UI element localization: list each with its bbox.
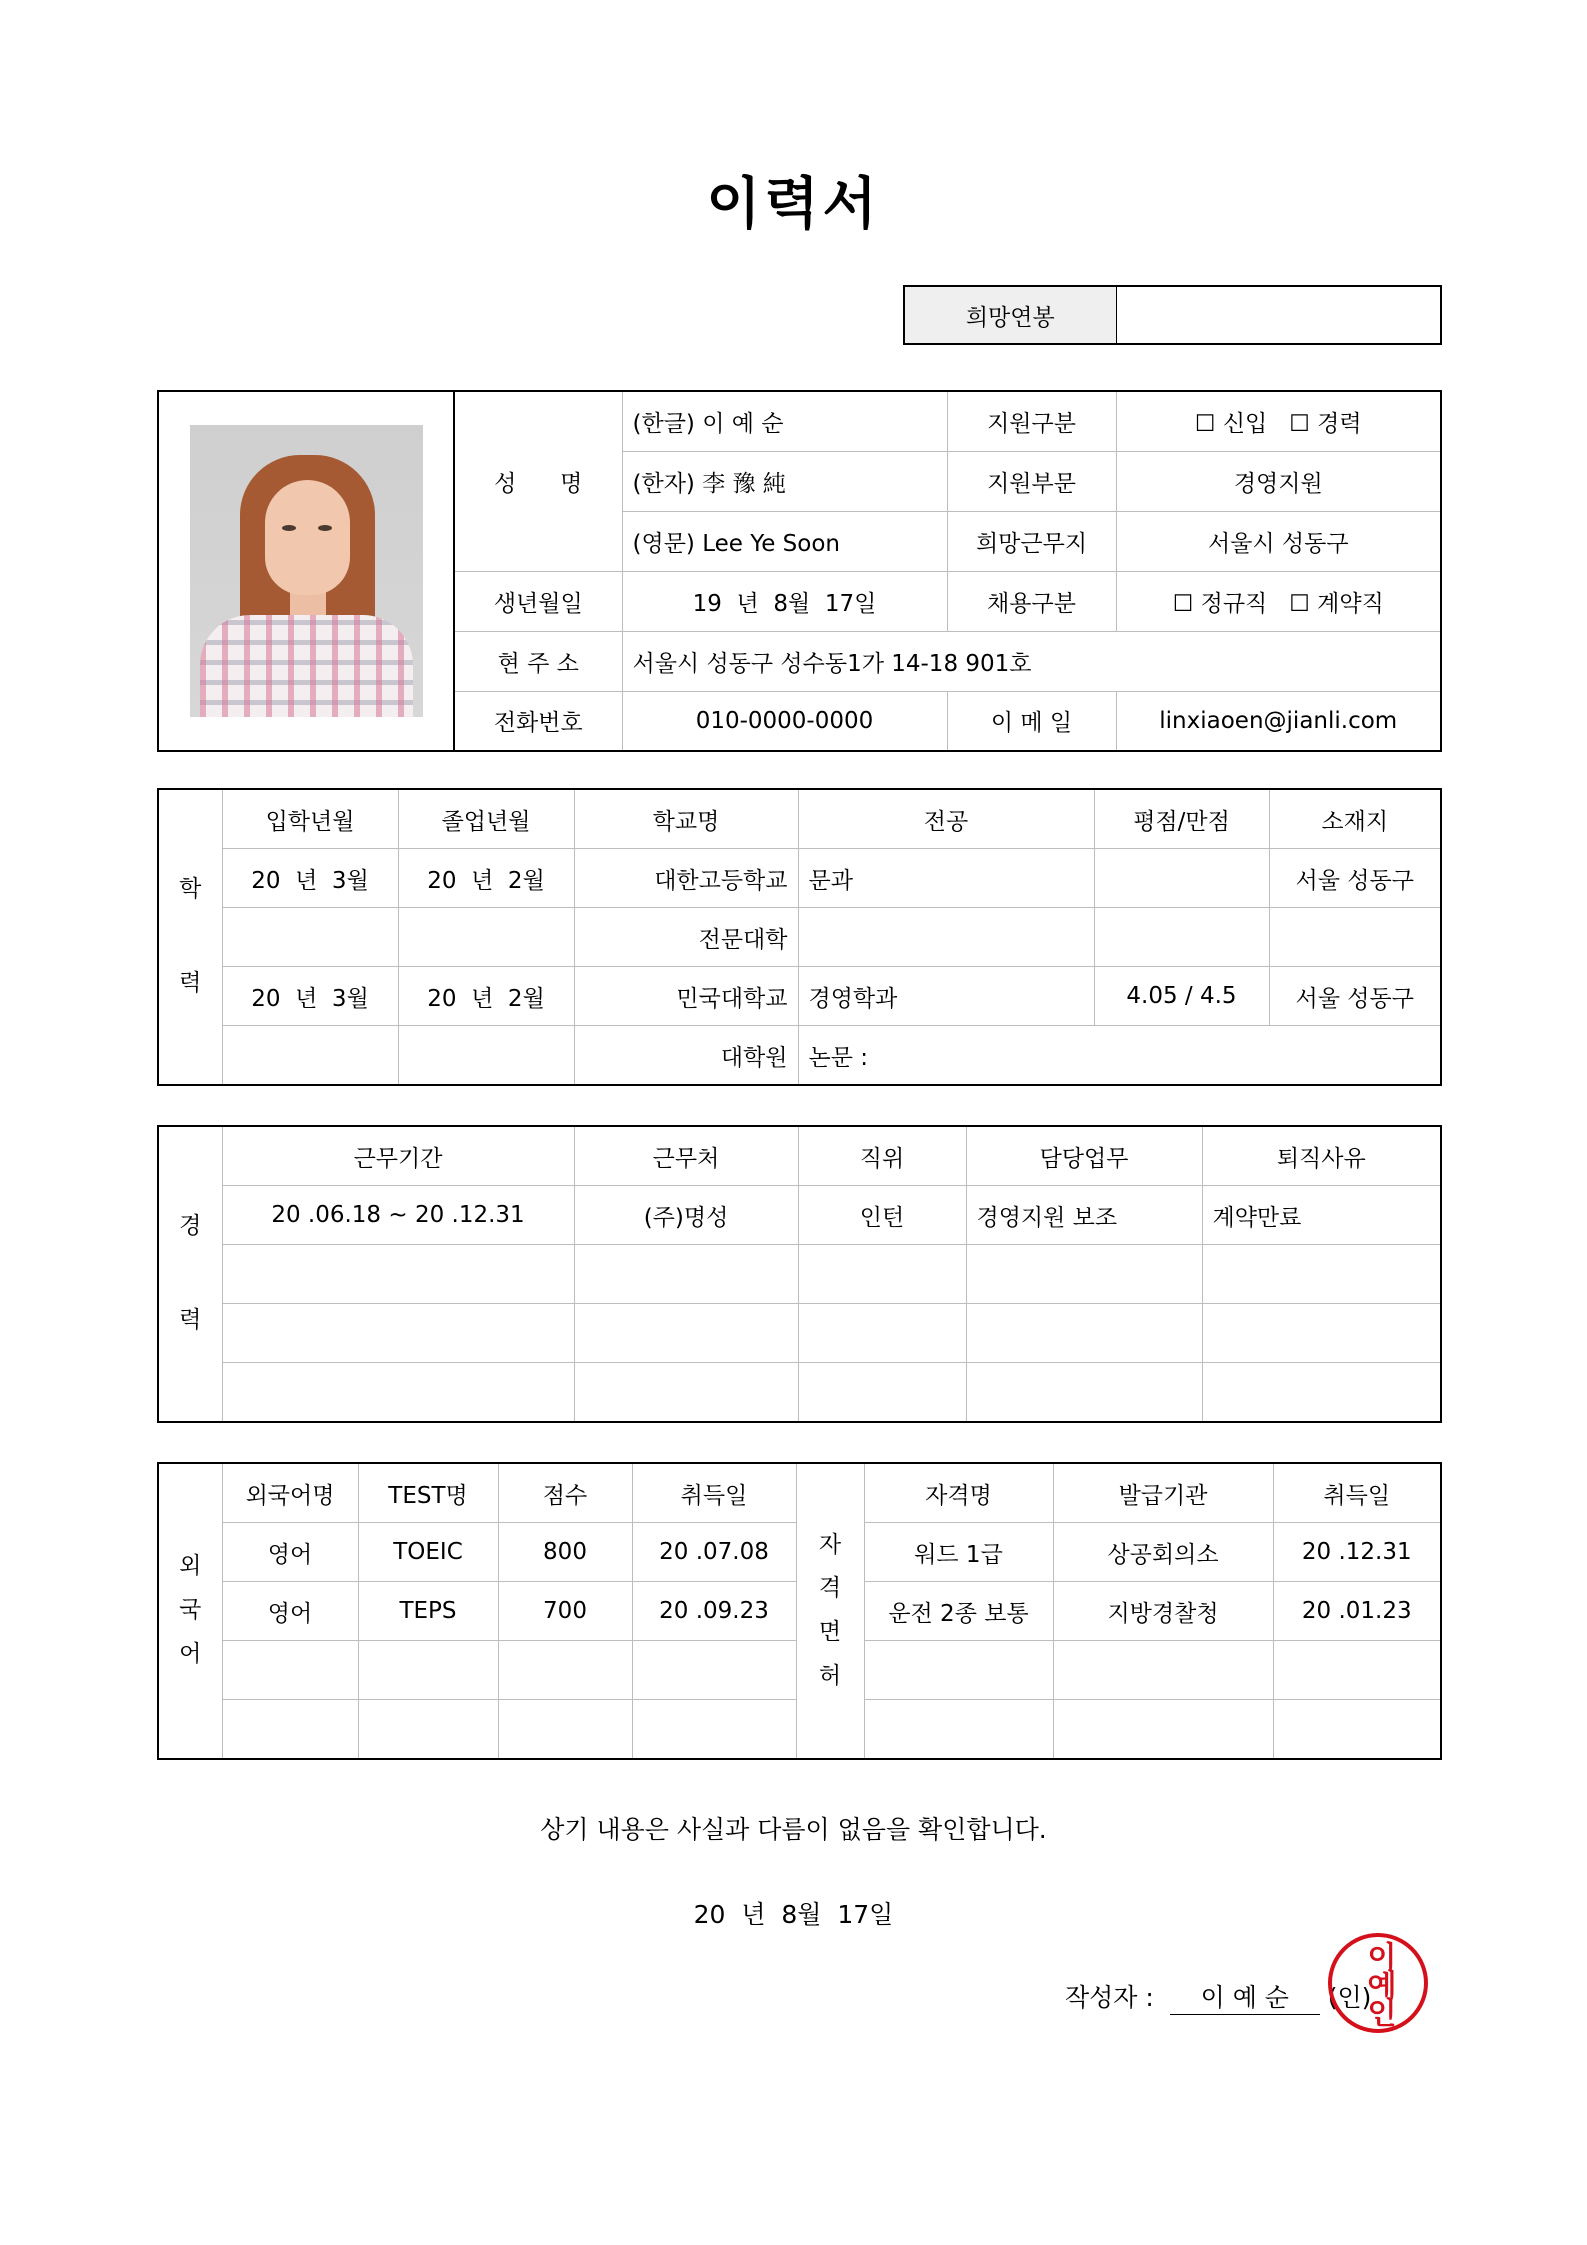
profile-photo <box>190 425 423 717</box>
apply-type-label: 지원구분 <box>947 391 1116 451</box>
career-position[interactable] <box>798 1363 966 1423</box>
career-reason[interactable] <box>1202 1363 1441 1423</box>
edu-major[interactable] <box>798 908 1094 967</box>
career-header-company: 근무처 <box>574 1126 798 1186</box>
seal-mark: (인) <box>1327 1983 1372 2012</box>
edu-location[interactable]: 서울 성동구 <box>1269 967 1441 1026</box>
edu-graduation[interactable]: 20 년 2월 <box>398 849 574 908</box>
career-position[interactable]: 인턴 <box>798 1186 966 1245</box>
table-row <box>158 1026 1441 1086</box>
career-period[interactable] <box>222 1363 574 1423</box>
lang-score[interactable]: 800 <box>498 1523 632 1582</box>
table-row <box>158 1304 1441 1363</box>
edu-school[interactable]: 전문대학 <box>574 908 798 967</box>
document-title: 이력서 <box>706 172 881 237</box>
name-hanja[interactable]: (한자) 李 豫 純 <box>622 451 947 511</box>
edu-header-gpa: 평점/만점 <box>1094 789 1269 849</box>
license-name[interactable]: 워드 1급 <box>864 1523 1053 1582</box>
career-side-label: 경 력 <box>158 1126 222 1422</box>
email-label: 이 메 일 <box>947 691 1116 751</box>
edu-major[interactable]: 경영학과 <box>798 967 1094 1026</box>
lang-score[interactable]: 700 <box>498 1582 632 1641</box>
name-english[interactable]: (영문) Lee Ye Soon <box>622 511 947 571</box>
birth-value[interactable]: 19 년 8월 17일 <box>622 571 947 631</box>
license-issuer[interactable]: 상공회의소 <box>1053 1523 1273 1582</box>
checkbox-contract[interactable]: ☐ 계약직 <box>1289 590 1384 617</box>
license-side-label: 자 격 면 허 <box>796 1463 864 1759</box>
edu-header-graduation: 졸업년월 <box>398 789 574 849</box>
career-company[interactable]: (주)명성 <box>574 1186 798 1245</box>
edu-graduation[interactable] <box>398 1026 574 1086</box>
signed-date: 20 년 8월 17일 <box>693 1900 894 1929</box>
apply-type-options <box>1116 391 1441 451</box>
career-company[interactable] <box>574 1245 798 1304</box>
writer-line <box>1065 1978 1371 2015</box>
name-label: 성 명 <box>454 391 622 571</box>
edu-grad-school[interactable]: 대학원 <box>574 1026 798 1086</box>
lang-date[interactable] <box>632 1641 796 1700</box>
hire-type-label: 채용구분 <box>947 571 1116 631</box>
edu-location[interactable]: 서울 성동구 <box>1269 849 1441 908</box>
table-row <box>158 849 1441 908</box>
apply-dept-value[interactable]: 경영지원 <box>1116 451 1441 511</box>
edu-header-major: 전공 <box>798 789 1094 849</box>
edu-graduation[interactable]: 20 년 2월 <box>398 967 574 1026</box>
birth-label: 생년월일 <box>454 571 622 631</box>
edu-entry[interactable]: 20 년 3월 <box>222 849 398 908</box>
salary-label: 희망연봉 <box>904 286 1116 344</box>
lang-score[interactable] <box>498 1700 632 1760</box>
edu-location[interactable] <box>1269 908 1441 967</box>
license-name[interactable]: 운전 2종 보통 <box>864 1582 1053 1641</box>
confirmation-text: 상기 내용은 사실과 다름이 없음을 확인합니다. <box>540 1815 1047 1844</box>
license-issuer[interactable]: 지방경찰청 <box>1053 1582 1273 1641</box>
table-row <box>158 1363 1441 1423</box>
lang-date[interactable]: 20 .07.08 <box>632 1523 796 1582</box>
license-issuer[interactable] <box>1053 1700 1273 1760</box>
career-header-position: 직위 <box>798 1126 966 1186</box>
lang-test[interactable]: TOEIC <box>358 1523 498 1582</box>
license-date[interactable]: 20 .12.31 <box>1273 1523 1441 1582</box>
edu-major[interactable]: 문과 <box>798 849 1094 908</box>
edu-gpa[interactable] <box>1094 908 1269 967</box>
license-header-date: 취득일 <box>1273 1463 1441 1523</box>
address-label: 현 주 소 <box>454 631 622 691</box>
checkbox-permanent[interactable]: ☐ 정규직 <box>1172 590 1268 617</box>
salary-value[interactable] <box>1116 286 1441 344</box>
license-name[interactable] <box>864 1641 1053 1700</box>
career-position[interactable] <box>798 1304 966 1363</box>
edu-gpa[interactable]: 4.05 / 4.5 <box>1094 967 1269 1026</box>
career-duty[interactable] <box>966 1304 1202 1363</box>
license-issuer[interactable] <box>1053 1641 1273 1700</box>
lang-name[interactable] <box>222 1641 358 1700</box>
edu-gpa[interactable] <box>1094 849 1269 908</box>
lang-name[interactable] <box>222 1700 358 1760</box>
lang-test[interactable]: TEPS <box>358 1582 498 1641</box>
education-side-label: 학 력 <box>158 789 222 1085</box>
edu-header-entry: 입학년월 <box>222 789 398 849</box>
table-row <box>158 1245 1441 1304</box>
lang-test[interactable] <box>358 1641 498 1700</box>
career-reason[interactable] <box>1202 1304 1441 1363</box>
career-duty[interactable] <box>966 1245 1202 1304</box>
lang-header-score: 점수 <box>498 1463 632 1523</box>
license-date[interactable] <box>1273 1641 1441 1700</box>
seal-stamp-icon: 이예인 <box>1328 1933 1428 2033</box>
work-place-label: 희망근무지 <box>947 511 1116 571</box>
career-reason[interactable]: 계약만료 <box>1202 1186 1441 1245</box>
table-row <box>158 908 1441 967</box>
checkbox-experienced[interactable]: ☐ 경력 <box>1289 410 1362 437</box>
career-period[interactable]: 20 .06.18 ~ 20 .12.31 <box>222 1186 574 1245</box>
writer-label: 작성자 : <box>1065 1983 1154 2012</box>
edu-header-location: 소재지 <box>1269 789 1441 849</box>
apply-dept-label: 지원부문 <box>947 451 1116 511</box>
checkbox-new[interactable]: ☐ 신입 <box>1194 410 1268 437</box>
career-duty[interactable]: 경영지원 보조 <box>966 1186 1202 1245</box>
lang-header-date: 취득일 <box>632 1463 796 1523</box>
work-place-value[interactable]: 서울시 성동구 <box>1116 511 1441 571</box>
edu-entry[interactable] <box>222 908 398 967</box>
name-korean[interactable]: (한글) 이 예 순 <box>622 391 947 451</box>
hire-type-options <box>1116 571 1441 631</box>
career-header-reason: 퇴직사유 <box>1202 1126 1441 1186</box>
edu-entry[interactable] <box>222 1026 398 1086</box>
career-header-duty: 담당업무 <box>966 1126 1202 1186</box>
edu-header-school: 학교명 <box>574 789 798 849</box>
lang-name[interactable]: 영어 <box>222 1582 358 1641</box>
lang-name[interactable]: 영어 <box>222 1523 358 1582</box>
edu-graduation[interactable] <box>398 908 574 967</box>
lang-header-name: 외국어명 <box>222 1463 358 1523</box>
photo-cell <box>158 391 454 751</box>
edu-thesis[interactable]: 논문 : <box>798 1026 1441 1086</box>
language-license-table <box>157 1462 1442 1760</box>
edu-school[interactable]: 민국대학교 <box>574 967 798 1026</box>
career-period[interactable] <box>222 1245 574 1304</box>
career-company[interactable] <box>574 1363 798 1423</box>
email-value[interactable]: linxiaoen@jianli.com <box>1116 691 1441 751</box>
career-table <box>157 1125 1442 1423</box>
career-period[interactable] <box>222 1304 574 1363</box>
lang-date[interactable]: 20 .09.23 <box>632 1582 796 1641</box>
license-header-issuer: 발급기관 <box>1053 1463 1273 1523</box>
address-value[interactable]: 서울시 성동구 성수동1가 14-18 901호 <box>622 631 1441 691</box>
phone-label: 전화번호 <box>454 691 622 751</box>
table-row <box>158 1186 1441 1245</box>
license-name[interactable] <box>864 1700 1053 1760</box>
career-company[interactable] <box>574 1304 798 1363</box>
career-duty[interactable] <box>966 1363 1202 1423</box>
career-header-period: 근무기간 <box>222 1126 574 1186</box>
edu-school[interactable]: 대한고등학교 <box>574 849 798 908</box>
career-position[interactable] <box>798 1245 966 1304</box>
profile-table <box>157 390 1442 752</box>
career-reason[interactable] <box>1202 1245 1441 1304</box>
lang-header-test: TEST명 <box>358 1463 498 1523</box>
education-table <box>157 788 1442 1086</box>
lang-score[interactable] <box>498 1641 632 1700</box>
writer-name[interactable]: 이 예 순 <box>1170 1978 1320 2015</box>
salary-box <box>903 285 1442 345</box>
license-date[interactable] <box>1273 1700 1441 1760</box>
license-header-name: 자격명 <box>864 1463 1053 1523</box>
license-date[interactable]: 20 .01.23 <box>1273 1582 1441 1641</box>
table-row <box>158 967 1441 1026</box>
lang-date[interactable] <box>632 1700 796 1760</box>
language-side-label: 외 국 어 <box>158 1463 222 1759</box>
edu-entry[interactable]: 20 년 3월 <box>222 967 398 1026</box>
lang-test[interactable] <box>358 1700 498 1760</box>
phone-value[interactable]: 010-0000-0000 <box>622 691 947 751</box>
